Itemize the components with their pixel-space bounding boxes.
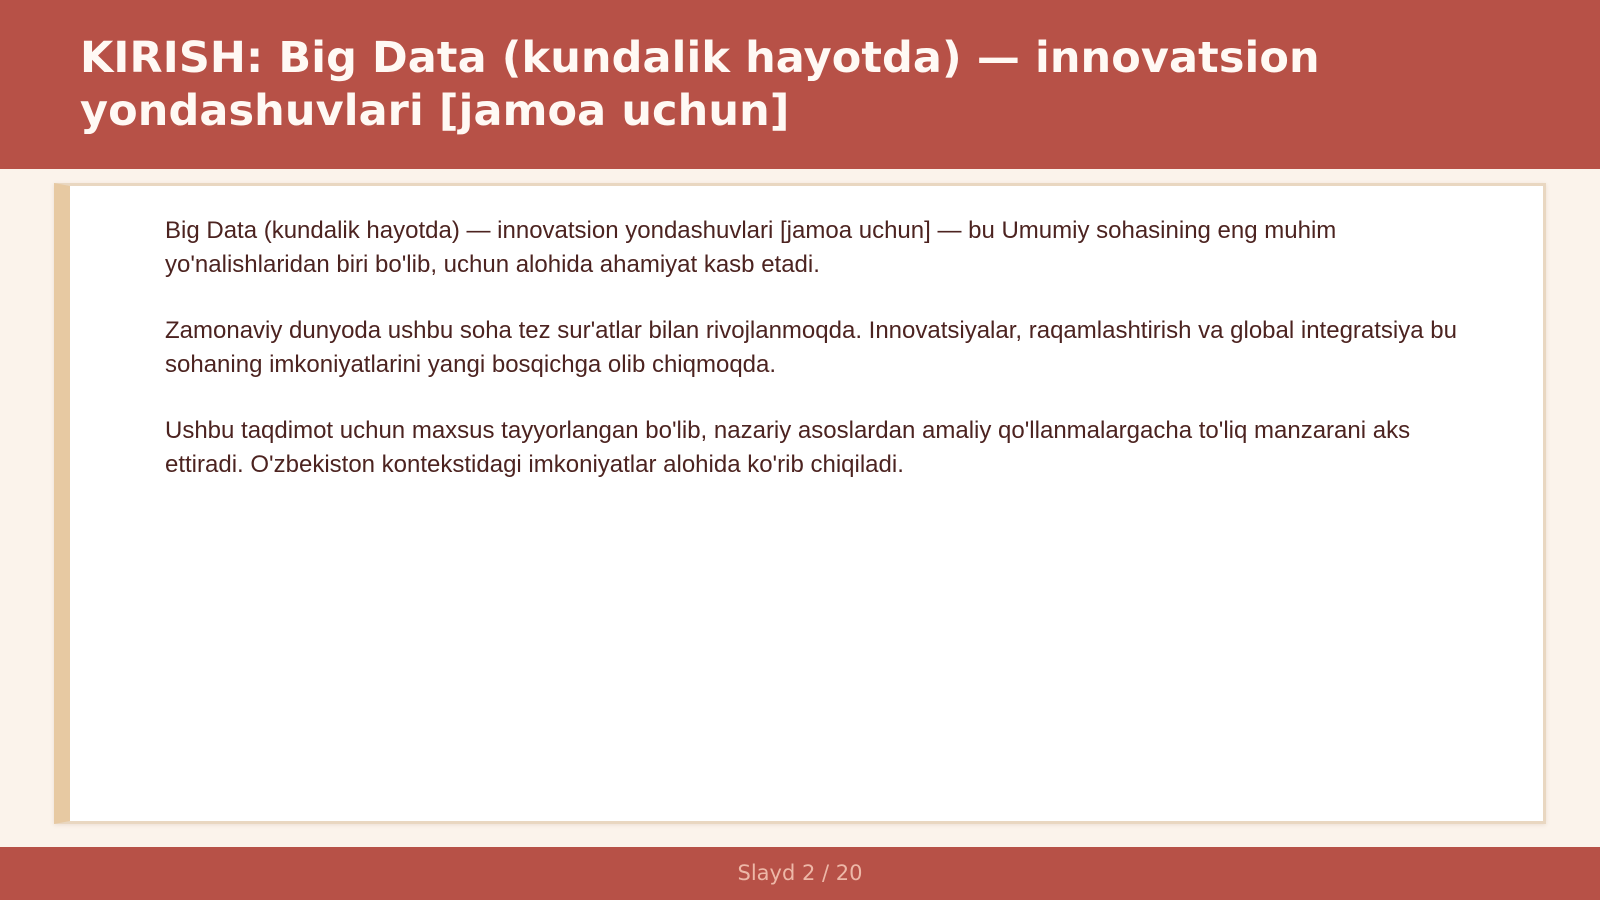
intro-paragraph: Big Data (kundalik hayotda) — innovatsion yondashuvlari [jamoa uchun] — bu Umumiy sohasining eng muhim yo'nalishlaridan biri bo'lib, uchun alohida ahamiyat kasb etadi. xyxy=(165,217,1337,278)
slide-title: KIRISH: Big Data (kundalik hayotda) — innovatsion yondashuvlari [jamoa uchun] xyxy=(80,33,1320,136)
slide-header xyxy=(0,0,1600,169)
slide-counter: Slayd 2 / 20 xyxy=(737,861,863,885)
presentation-purpose-paragraph: Ushbu taqdimot uchun maxsus tayyorlangan bo'lib, nazariy asoslardan amaliy qo'llanmalargacha to'liq manzarani aks ettiradi. O'zbekiston kontekstidagi imkoniyatlar alohida ko'rib chiqiladi. xyxy=(165,417,1411,478)
content-card xyxy=(54,183,1546,824)
development-paragraph: Zamonaviy dunyoda ushbu soha tez sur'atlar bilan rivojlanmoqda. Innovatsiyalar, raqamlashtirish va global integratsiya bu sohaning imkoniyatlarini yangi bosqichga olib chiqmoqda. xyxy=(165,317,1457,378)
slide-footer xyxy=(0,847,1600,900)
